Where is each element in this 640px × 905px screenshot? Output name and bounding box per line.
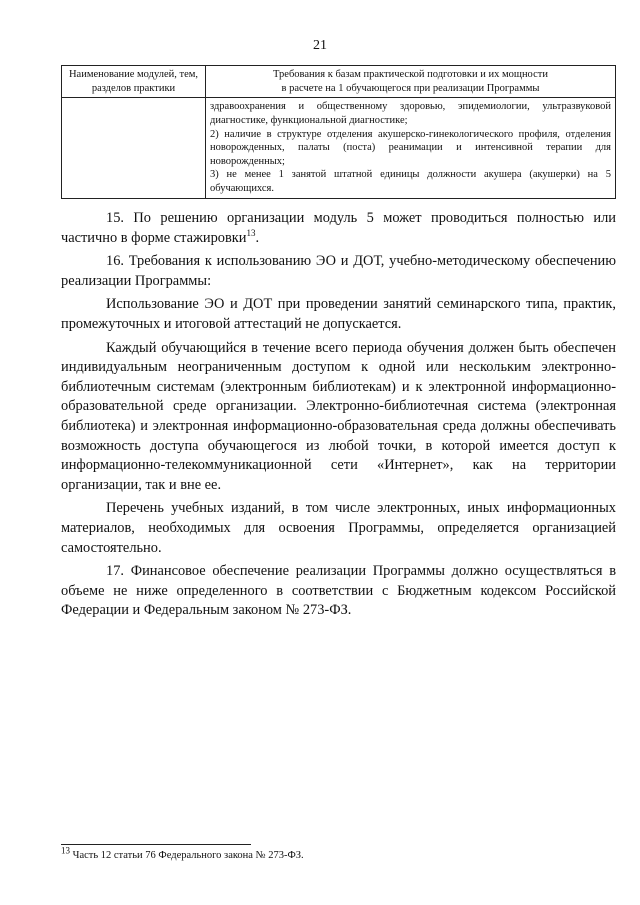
footnote	[61, 845, 616, 861]
footnote-divider	[61, 844, 251, 845]
paragraph-16-publications: Перечень учебных изданий, в том числе электронных, иных информационных материалов, необходимых для освоения Программы, определяется организацией самостоятельно.	[61, 500, 616, 556]
paragraph-17: 17. Финансовое обеспечение реализации Программы должно осуществляться в объеме не ниже определенного в соответствии с Бюджетным кодексом Российской Федерации и Федеральным законом № 273-ФЗ.	[61, 563, 616, 619]
paragraph-15	[61, 209, 616, 248]
footnote-ref: 13	[246, 227, 256, 238]
requirement-item: 3) не менее 1 занятой штатной единицы должности акушера (акушерки) на 5 обучающихся.	[210, 169, 611, 195]
table-cell-module	[62, 98, 206, 198]
requirements-table	[61, 65, 616, 199]
paragraph-15-end: .	[255, 229, 260, 246]
table-cell-requirements	[206, 98, 616, 198]
requirement-item: здравоохранения и общественному здоровью, эпидемиологии, ультразвуковой диагностике, функциональной диагностике;	[210, 101, 611, 126]
footnote-number: 13	[61, 845, 70, 856]
paragraph-15-text: 15. По решению организации модуль 5 может проводиться полностью или частично в форме стажировки	[61, 210, 616, 246]
paragraph-16: 16. Требования к использованию ЭО и ДОТ, учебно-методическому обеспечению реализации Программы:	[61, 253, 616, 289]
table-header-requirements	[206, 66, 616, 98]
table-header-modules: Наименование модулей, тем, разделов практики	[62, 66, 206, 98]
requirement-item: 2) наличие в структуре отделения акушерско-гинекологического профиля, отделения новорожденных, палаты (поста) реанимации и интенсивной терапии для новорожденных;	[210, 128, 611, 167]
footnote-text: Часть 12 статьи 76 Федерального закона № 273-ФЗ.	[70, 850, 304, 861]
table-row	[62, 98, 616, 198]
table-header-requirements-line1: Требования к базам практической подготовки и их мощности	[273, 69, 548, 80]
paragraph-16-access: Каждый обучающийся в течение всего периода обучения должен быть обеспечен индивидуальным неограниченным доступом к одной или нескольким электронно-библиотечным системам (электронным библиотекам) и к электронной информационно-образовательной среде организации. Электронно-библиотечная система (электронная библиотека) и электронная информационно-образовательная среда должны обеспечивать возможность доступа обучающегося из любой точки, в которой имеется доступ к информационно-телекоммуникационной сети «Интернет», как на территории организации, так и вне ее.	[61, 339, 616, 493]
document-body	[61, 209, 616, 621]
page-number: 21	[313, 38, 327, 53]
table-header-requirements-line2: в расчете на 1 обучающегося при реализации Программы	[281, 82, 540, 94]
paragraph-16-eo-dot: Использование ЭО и ДОТ при проведении занятий семинарского типа, практик, промежуточных и итоговой аттестаций не допускается.	[61, 296, 616, 332]
table-header-row	[62, 66, 616, 98]
